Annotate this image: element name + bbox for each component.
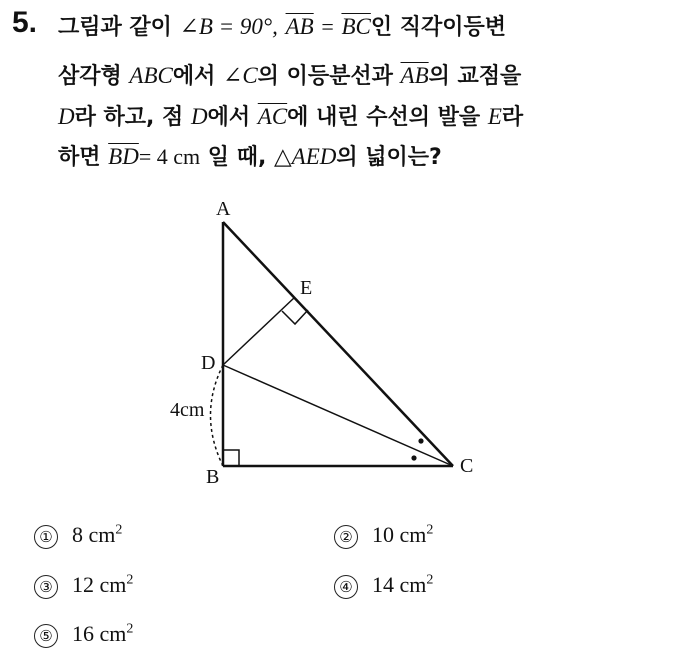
length-arc <box>211 365 224 466</box>
math-d: D <box>190 104 208 129</box>
label-c: C <box>460 455 474 477</box>
text: 에서 <box>172 64 224 89</box>
math-segment-ab: $\overline{AB}$ <box>285 14 314 39</box>
text: 에 내린 수선의 발을 <box>287 105 488 130</box>
right-angle-mark-b <box>223 450 239 466</box>
segment-dc <box>223 365 453 466</box>
angle-mark-dot <box>418 438 423 443</box>
question-number: 5. <box>12 6 38 39</box>
question-line-3 <box>58 100 523 131</box>
label-a: A <box>216 198 231 220</box>
math-segment-bc: $\overline{BC}$ <box>341 14 371 39</box>
choice-number: ① <box>34 525 58 549</box>
math-equals: = <box>321 14 334 39</box>
angle-mark-dot <box>411 455 416 460</box>
text: 그림과 같이 <box>58 15 180 40</box>
choice-3[interactable] <box>34 572 133 599</box>
math-segment-bd: $\overline{BD}$ <box>108 144 139 169</box>
text: 의 이등분선과 <box>257 64 401 89</box>
question-line-1 <box>58 10 506 41</box>
choice-value: 16 cm <box>72 621 127 646</box>
choice-1[interactable] <box>34 522 122 549</box>
choice-value: 10 cm <box>372 522 427 547</box>
choice-value: 14 cm <box>372 572 427 597</box>
choice-exponent: 2 <box>126 572 134 588</box>
choice-exponent: 2 <box>426 572 434 588</box>
text: 의 넓이는? <box>336 145 442 170</box>
choice-number: ③ <box>34 575 58 599</box>
side-ac <box>223 222 453 466</box>
math-e: E <box>487 104 502 129</box>
math-angle-c: ∠C <box>223 63 258 88</box>
choice-exponent: 2 <box>426 522 434 538</box>
text: 인 직각이등변 <box>370 15 506 40</box>
math-segment-ab: $\overline{AB}$ <box>400 63 429 88</box>
text: 하면 <box>58 145 109 170</box>
choice-number: ④ <box>334 575 358 599</box>
label-length: 4cm <box>170 399 205 421</box>
text: 삼각형 <box>58 64 130 89</box>
choice-2[interactable] <box>334 522 433 549</box>
geometry-diagram <box>150 190 510 490</box>
right-angle-mark-e <box>282 310 308 324</box>
math-abc: ABC <box>129 63 173 88</box>
math-length: = 4 cm <box>138 144 201 169</box>
label-b: B <box>206 466 220 488</box>
choice-5[interactable] <box>34 621 133 648</box>
segment-de <box>223 297 295 365</box>
text: 라 하고, 점 <box>74 105 191 130</box>
text: 일 때, <box>200 145 274 170</box>
choice-exponent: 2 <box>115 522 123 538</box>
choice-number: ⑤ <box>34 624 58 648</box>
choice-exponent: 2 <box>126 621 134 637</box>
choice-value: 8 cm <box>72 522 116 547</box>
math-segment-ac: $\overline{AC}$ <box>257 104 288 129</box>
choice-number: ② <box>334 525 358 549</box>
text: 에서 <box>207 105 258 130</box>
question-line-4 <box>58 140 442 171</box>
text: 라 <box>501 105 524 130</box>
math-triangle-aed: △AED <box>273 144 337 169</box>
choice-value: 12 cm <box>72 572 127 597</box>
math-angle-b: ∠B = 90°, <box>179 14 278 39</box>
question-line-2 <box>58 59 521 90</box>
text: 의 교점을 <box>428 64 522 89</box>
label-e: E <box>300 277 313 299</box>
choice-4[interactable] <box>334 572 433 599</box>
label-d: D <box>201 352 216 374</box>
math-d: D <box>58 104 75 129</box>
